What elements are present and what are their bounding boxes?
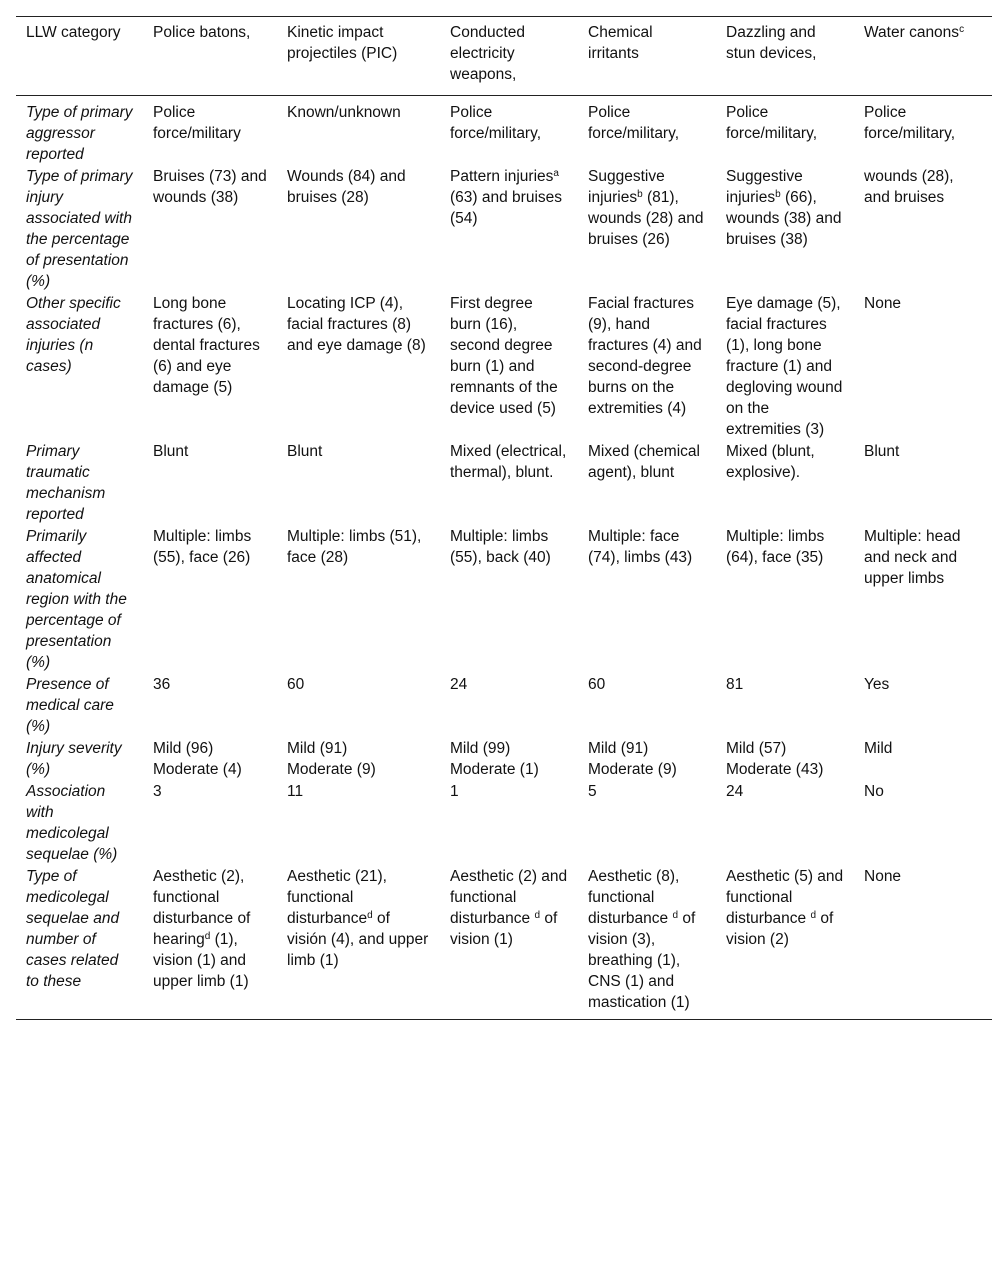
table-cell: Yes bbox=[864, 676, 890, 693]
table-cell: Mild (99) Moderate (1) bbox=[450, 740, 539, 778]
table-cell: Mild bbox=[864, 740, 893, 757]
table-row bbox=[16, 165, 992, 292]
column-header: Chemical irritants bbox=[578, 17, 716, 96]
table-cell: wounds (28), and bruises bbox=[864, 168, 954, 206]
row-header: Primary traumatic mechanism reported bbox=[26, 443, 106, 523]
table-cell: 60 bbox=[588, 676, 606, 693]
table-cell: Police force/military, bbox=[864, 104, 956, 142]
table-cell: 3 bbox=[153, 783, 162, 800]
table-cell: 24 bbox=[450, 676, 468, 693]
column-header: Conducted electricity weapons, bbox=[440, 17, 578, 96]
footnote-mark: d bbox=[810, 910, 817, 921]
footnote-mark: d bbox=[367, 910, 373, 921]
table-cell: 24 bbox=[726, 783, 744, 800]
table-cell: Police force/military, bbox=[450, 104, 542, 142]
table-cell: Police force/military bbox=[153, 104, 241, 142]
table-row bbox=[16, 737, 992, 780]
footnote-mark: d bbox=[672, 910, 679, 921]
table-cell: Multiple: limbs (51), face (28) bbox=[287, 528, 422, 566]
table-cell: Multiple: limbs (55), face (26) bbox=[153, 528, 252, 566]
column-header: Water canons$^c$ bbox=[854, 17, 992, 96]
table-cell: 36 bbox=[153, 676, 171, 693]
table-cell: Police force/military, bbox=[588, 104, 680, 142]
table-cell: Blunt bbox=[864, 443, 900, 460]
table-cell: Locating ICP (4), facial fractures (8) and eye damage (8) bbox=[287, 295, 426, 354]
footnote-mark: b bbox=[775, 189, 781, 200]
table-cell: Multiple: face (74), limbs (43) bbox=[588, 528, 693, 566]
table-cell: 5 bbox=[588, 783, 597, 800]
table-cell: 81 bbox=[726, 676, 744, 693]
row-header: Primarily affected anatomical region with the percentage of presentation (%) bbox=[26, 528, 127, 671]
table-cell: No bbox=[864, 783, 884, 800]
table-cell: Blunt bbox=[153, 443, 189, 460]
table-row bbox=[16, 780, 992, 865]
table-cell: 1 bbox=[450, 783, 459, 800]
row-header: Association with medicolegal sequelae (%) bbox=[26, 783, 118, 863]
table-cell: Aesthetic (2), functional disturbance of hearing$^d$ (1), vision (1) and upper limb (1) bbox=[143, 865, 277, 1020]
table-row bbox=[16, 440, 992, 525]
table-cell: None bbox=[864, 295, 902, 312]
row-header: Presence of medical care (%) bbox=[26, 676, 114, 735]
table-cell: Long bone fractures (6), dental fractures (6) and eye damage (5) bbox=[153, 295, 260, 396]
footnote-mark: a bbox=[553, 168, 559, 179]
table-row bbox=[16, 673, 992, 737]
table-cell: Mild (91) Moderate (9) bbox=[287, 740, 376, 778]
table-cell: Aesthetic (8), functional disturbance $^d$ of vision (3), breathing (1), CNS (1) and mastication (1) bbox=[578, 865, 716, 1020]
table-cell: 11 bbox=[287, 783, 304, 800]
table-cell: None bbox=[854, 865, 992, 1020]
table-header-row bbox=[16, 17, 992, 96]
table-cell: First degree burn (16), second degree burn (1) and remnants of the device used (5) bbox=[450, 295, 558, 417]
table-body bbox=[16, 96, 992, 1020]
column-header: Police batons, bbox=[143, 17, 277, 96]
table-cell: Pattern injuries$^a$ (63) and bruises (54) bbox=[450, 168, 563, 227]
table-cell: Blunt bbox=[287, 443, 323, 460]
table-cell: Police force/military, bbox=[726, 104, 818, 142]
table-cell: Mild (96) Moderate (4) bbox=[153, 740, 242, 778]
column-header: LLW category bbox=[16, 17, 143, 96]
row-header: Type of primary aggressor reported bbox=[26, 104, 133, 163]
row-header: Type of medicolegal sequelae and number of cases related to these bbox=[16, 865, 143, 1020]
table-row bbox=[16, 865, 992, 1020]
table-cell: Mild (91) Moderate (9) bbox=[588, 740, 677, 778]
row-header: Other specific associated injuries (n cases) bbox=[26, 295, 121, 375]
table-cell: Facial fractures (9), hand fractures (4) and second-degree burns on the extremities (4) bbox=[588, 295, 702, 417]
table-cell: Known/unknown bbox=[287, 104, 401, 121]
table-cell: Bruises (73) and wounds (38) bbox=[153, 168, 267, 206]
footnote-mark: d bbox=[204, 931, 211, 942]
row-header: Injury severity (%) bbox=[26, 740, 122, 778]
footnote-mark: b bbox=[637, 189, 643, 200]
table-cell: Suggestive injuries$^b$ (81), wounds (28) and bruises (26) bbox=[588, 168, 704, 248]
table-row bbox=[16, 525, 992, 673]
table-cell: Suggestive injuries$^b$ (66), wounds (38) and bruises (38) bbox=[726, 168, 842, 248]
row-header: Type of primary injury associated with the percentage of presentation (%) bbox=[26, 168, 133, 290]
table-cell: Mixed (chemical agent), blunt bbox=[588, 443, 700, 481]
column-header: Kinetic impact projectiles (PIC) bbox=[277, 17, 440, 96]
table-cell: Mixed (blunt, explosive). bbox=[726, 443, 815, 481]
table-cell: Aesthetic (21), functional disturbance$^d$ of visión (4), and upper limb (1) bbox=[277, 865, 440, 1020]
llw-injury-table bbox=[16, 16, 992, 1020]
table-cell: Mild (57) Moderate (43) bbox=[726, 740, 824, 778]
table-cell: Multiple: head and neck and upper limbs bbox=[864, 528, 961, 587]
table-row bbox=[16, 96, 992, 166]
table-cell: Multiple: limbs (55), back (40) bbox=[450, 528, 551, 566]
table-row bbox=[16, 292, 992, 440]
table-cell: Eye damage (5), facial fractures (1), long bone fracture (1) and degloving wound on the extremities (3) bbox=[726, 295, 843, 438]
table-cell: 60 bbox=[287, 676, 305, 693]
column-header: Dazzling and stun devices, bbox=[716, 17, 854, 96]
table-cell: Mixed (electrical, thermal), blunt. bbox=[450, 443, 567, 481]
table-cell: Aesthetic (2) and functional disturbance $^d$ of vision (1) bbox=[440, 865, 578, 1020]
footnote-mark: d bbox=[534, 910, 541, 921]
table-cell: Wounds (84) and bruises (28) bbox=[287, 168, 406, 206]
table-cell: Multiple: limbs (64), face (35) bbox=[726, 528, 825, 566]
table-cell: Aesthetic (5) and functional disturbance $^d$ of vision (2) bbox=[716, 865, 854, 1020]
